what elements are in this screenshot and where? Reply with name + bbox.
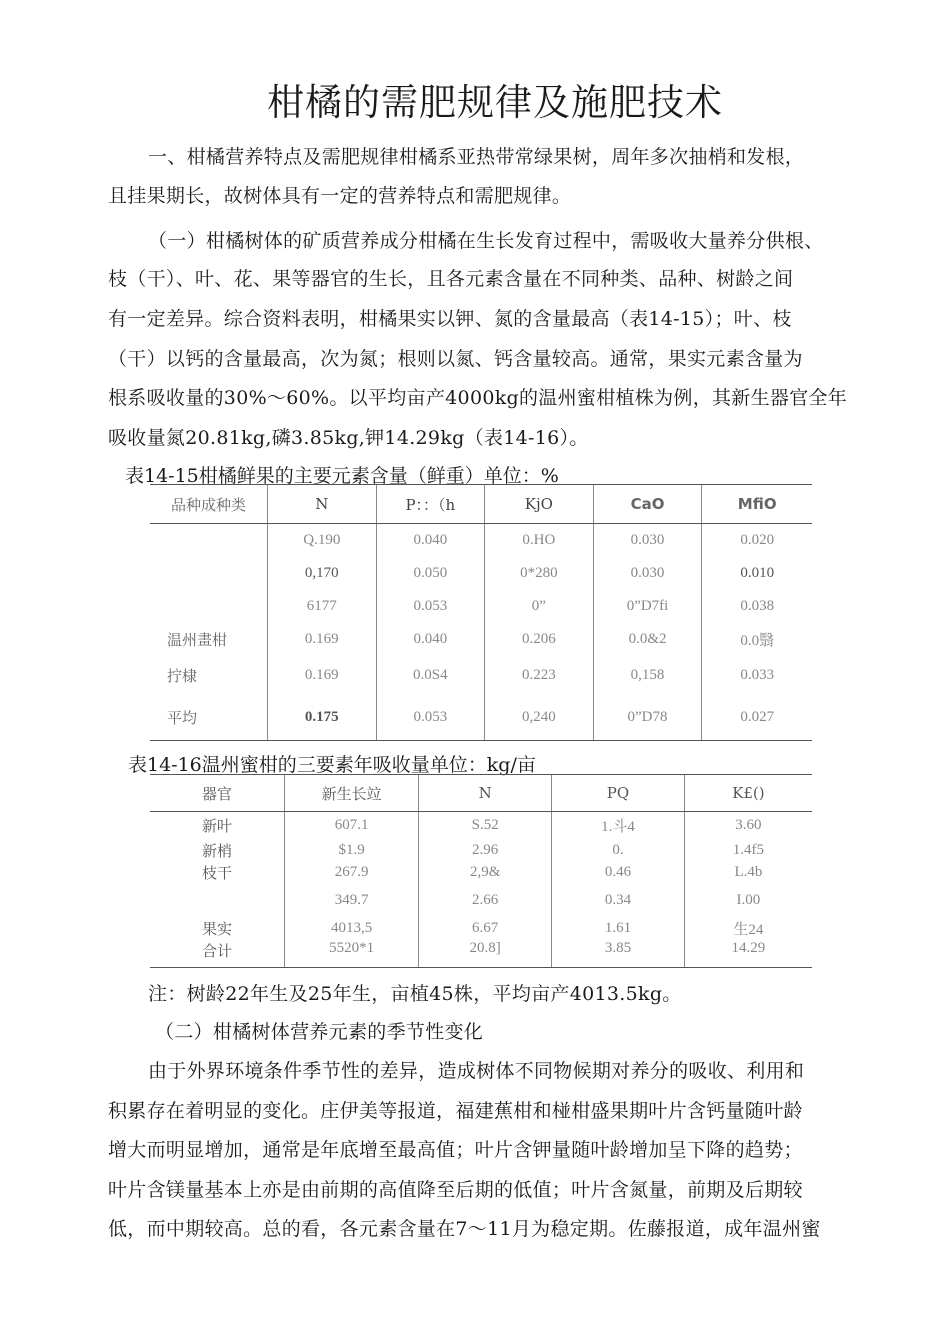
table-cell: 1.61 <box>552 918 685 940</box>
table-cell: 1.4f5 <box>684 840 812 862</box>
table1-caption: 表14-15柑橘鲜果的主要元素含量（鲜重）单位：% <box>125 465 559 487</box>
table-row <box>150 657 812 695</box>
table-header: N <box>268 485 377 524</box>
table-cell: 4013,5 <box>284 918 418 940</box>
table-cell: 0” <box>485 590 594 623</box>
table-cell <box>150 524 268 557</box>
table-cell: 0.040 <box>376 623 484 657</box>
table-cell <box>150 590 268 623</box>
table-cell: 2,9& <box>419 862 552 884</box>
table-element-content <box>150 484 812 741</box>
table-cell: 0.050 <box>376 557 484 590</box>
table-cell: 3.60 <box>684 812 812 840</box>
table-cell: 0”D7fi <box>593 590 702 623</box>
table-cell: 2.96 <box>419 840 552 862</box>
paragraph-line: 根系吸收量的30%〜60%。以平均亩产4000kg的温州蜜柑植株为例，其新生器官全年 <box>108 387 848 409</box>
table-row <box>150 524 812 557</box>
table-cell: 0.053 <box>376 590 484 623</box>
table-cell: 0.0&2 <box>593 623 702 657</box>
table-cell: 20.8] <box>419 940 552 968</box>
table-header: N <box>419 775 552 812</box>
table-row <box>150 812 812 840</box>
table-cell: 果实 <box>202 920 233 938</box>
table-row <box>150 695 812 741</box>
table-cell: 平均 <box>150 695 268 741</box>
table2-caption: 表14-16温州蜜柑的三要素年吸收量单位：kg/亩 <box>128 754 536 776</box>
table-cell: L.4b <box>684 862 812 884</box>
table-header: CaO <box>593 485 702 524</box>
table-header: 新生长竝 <box>284 775 418 812</box>
table-cell: 0.46 <box>552 862 685 884</box>
table-cell: 0.206 <box>485 623 594 657</box>
table-cell: 0.027 <box>702 695 812 741</box>
paragraph-line: 一、柑橘营养特点及需肥规律柑橘系亚热带常绿果树，周年多次抽梢和发根， <box>148 146 805 168</box>
paragraph-line: 有一定差异。综合资料表明，柑橘果实以钾、氮的含量最高（表14-15）；叶、枝 <box>108 308 792 330</box>
table-cell: 0.169 <box>268 657 377 695</box>
table-cell: 3.85 <box>552 940 685 968</box>
paragraph-line: 叶片含镁量基本上亦是由前期的高值降至后期的低值；叶片含氮量，前期及后期较 <box>108 1179 803 1201</box>
table-cell: 0,158 <box>593 657 702 695</box>
table-cell: $1.9 <box>284 840 418 862</box>
table-cell: 0.040 <box>376 524 484 557</box>
paragraph-line: 积累存在着明显的变化。庄伊美等报道，福建蕉柑和椪柑盛果期叶片含钙量随叶龄 <box>108 1100 803 1122</box>
table-row <box>150 884 812 918</box>
table-cell: 拧棣 <box>167 667 198 685</box>
table-row <box>150 940 812 968</box>
table-cell: I.00 <box>684 884 812 918</box>
paragraph-line: 且挂果期长，故树体具有一定的营养特点和需肥规律。 <box>108 185 572 207</box>
table-row <box>150 918 812 940</box>
table-cell: 0.169 <box>268 623 377 657</box>
table-cell: 349.7 <box>284 884 418 918</box>
table-cell: 6.67 <box>419 918 552 940</box>
table-header-row <box>150 775 812 812</box>
table-header: 器官 <box>150 775 284 812</box>
page-title: 柑橘的需肥规律及施肥技术 <box>267 81 723 124</box>
table-cell: 0,240 <box>485 695 594 741</box>
table-cell: 0.HO <box>485 524 594 557</box>
table-cell: 新叶 <box>202 817 233 836</box>
table-cell: 新梢 <box>202 842 233 860</box>
table-cell: 枝干 <box>202 864 233 882</box>
table-cell: 607.1 <box>284 812 418 840</box>
table-header: MfiO <box>702 485 812 524</box>
table-cell: 0,170 <box>268 557 377 590</box>
paragraph-line: 由于外界环境条件季节性的差异，造成树体不同物候期对养分的吸收、利用和 <box>148 1060 805 1082</box>
table-header: PQ <box>552 775 685 812</box>
table-row <box>150 862 812 884</box>
table-cell: 0.223 <box>485 657 594 695</box>
table-cell: 0.0翳 <box>702 623 812 657</box>
table-header-row <box>150 485 812 524</box>
paragraph-line: 增大而明显增加，通常是年底增至最高值；叶片含钾量随叶龄增加呈下降的趋势； <box>108 1139 803 1161</box>
paragraph-line: 低，而中期较高。总的看，各元素含量在7〜11月为稳定期。佐藤报道，成年温州蜜 <box>108 1218 821 1240</box>
table-cell: 0*280 <box>485 557 594 590</box>
table-cell: S.52 <box>419 812 552 840</box>
paragraph-line: 枝（干）、叶、花、果等器官的生长，且各元素含量在不同种类、品种、树龄之间 <box>108 268 794 290</box>
table-cell <box>150 557 268 590</box>
table-header: KjO <box>485 485 594 524</box>
table-row <box>150 590 812 623</box>
table-row <box>150 840 812 862</box>
table-cell: 1.斗4 <box>552 812 685 840</box>
table-row <box>150 557 812 590</box>
table-cell: 0.34 <box>552 884 685 918</box>
table-header: 品种成种类 <box>150 485 268 524</box>
table-row <box>150 623 812 657</box>
table-cell: 0.175 <box>268 695 377 741</box>
table-cell: 0. <box>552 840 685 862</box>
table-cell: 5520*1 <box>284 940 418 968</box>
paragraph-line: 吸收量氮20.81kg,磷3.85kg,钾14.29kg（表14-16）。 <box>108 427 589 449</box>
section-heading: （二）柑橘树体营养元素的季节性变化 <box>155 1021 484 1043</box>
table-cell: 0.030 <box>593 557 702 590</box>
table-cell: 0.038 <box>702 590 812 623</box>
table-cell: 0.010 <box>702 557 812 590</box>
table-cell: 0.053 <box>376 695 484 741</box>
table-cell: 0.020 <box>702 524 812 557</box>
table-cell: Q.190 <box>268 524 377 557</box>
paragraph-line: （一）柑橘树体的矿质营养成分柑橘在生长发育过程中，需吸收大量养分供根、 <box>148 230 824 252</box>
table-cell: 0.033 <box>702 657 812 695</box>
table-cell: 0.030 <box>593 524 702 557</box>
table-cell: 合计 <box>150 940 284 968</box>
table-cell: 0.0S4 <box>376 657 484 695</box>
table-cell: 温州畫柑 <box>167 631 228 649</box>
table-cell <box>150 884 284 918</box>
table-element-content <box>150 774 812 968</box>
table-cell: 6177 <box>268 590 377 623</box>
table-header: P：：（h <box>376 485 484 524</box>
table-cell: 2.66 <box>419 884 552 918</box>
table-cell: 14.29 <box>684 940 812 968</box>
paragraph-line: （干）以钙的含量最高，次为氮；根则以氮、钙含量较高。通常，果实元素含量为 <box>108 348 803 370</box>
table-note: 注：树龄22年生及25年生，亩植45株，平均亩产4013.5kg。 <box>148 983 682 1005</box>
table-cell: 267.9 <box>284 862 418 884</box>
table-header: K£() <box>684 775 812 812</box>
table-cell: 0”D78 <box>593 695 702 741</box>
table-cell: 生24 <box>684 918 812 940</box>
